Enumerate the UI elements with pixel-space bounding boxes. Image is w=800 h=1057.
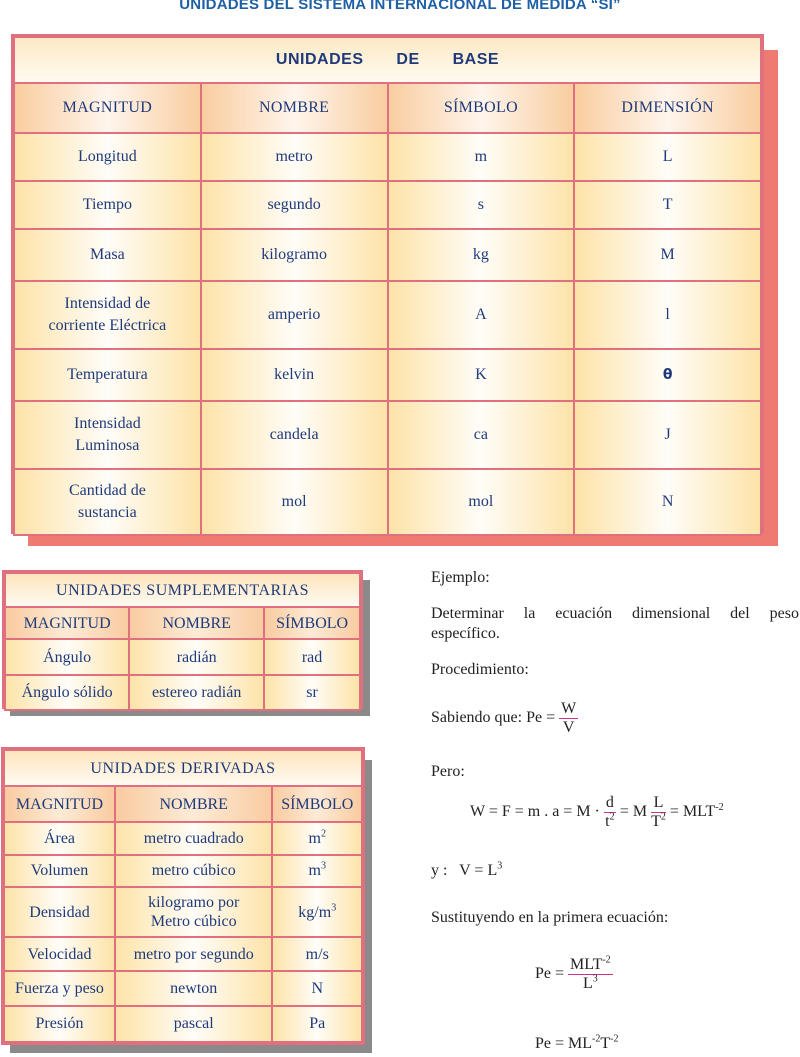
fraction-numerator: L	[651, 794, 666, 813]
fraction-l-over-t2	[651, 794, 666, 831]
table-row	[14, 401, 761, 469]
but-label: Pero:	[431, 763, 465, 780]
cell-simbolo: s	[388, 181, 575, 229]
fraction-denominator	[651, 813, 666, 831]
cell-simbolo	[272, 822, 362, 854]
pe-result-equation	[535, 1034, 619, 1054]
cell-magnitud: Temperatura	[14, 349, 201, 401]
cell-magnitud: Área	[4, 822, 115, 854]
cell-nombre-line2: Metro cúbico	[150, 913, 237, 931]
cell-nombre: amperio	[201, 281, 388, 349]
fraction-denominator: V	[562, 719, 575, 736]
cell-simbolo: mol	[388, 469, 575, 535]
cell-dimension: θ	[574, 349, 761, 401]
cell-magnitud-line2: Luminosa	[75, 437, 140, 454]
header-nombre: NOMBRE	[115, 786, 273, 822]
simbolo-exponent: 3	[320, 860, 326, 872]
cell-nombre: metro cuadrado	[115, 822, 273, 854]
table-row	[14, 349, 761, 401]
header-nombre: NOMBRE	[129, 607, 264, 639]
cell-simbolo: sr	[264, 675, 360, 710]
simbolo-base: m	[308, 830, 321, 848]
pe-fraction-equation	[535, 956, 613, 993]
procedure-label: Procedimiento:	[431, 661, 529, 678]
den-base: t	[605, 813, 610, 830]
eq4-exponent1: -2	[592, 1033, 601, 1045]
den-exponent: 3	[592, 973, 598, 985]
eq1-part2: = M	[619, 803, 648, 821]
cell-simbolo: N	[272, 971, 362, 1005]
cell-nombre: metro cúbico	[115, 855, 273, 887]
substituting-label: Sustituyendo en la primera ecuación:	[431, 909, 669, 926]
cell-magnitud-line1: Cantidad de	[68, 482, 146, 499]
supplementary-table-title: UNIDADES SUMPLEMENTARIAS	[5, 573, 360, 607]
statement-line1: Determinar la ecuación dimensional del peso	[431, 605, 799, 622]
eq2-prefix: y : V = L	[431, 862, 498, 879]
cell-dimension: M	[574, 229, 761, 281]
cell-dimension: T	[574, 181, 761, 229]
fraction-denominator	[604, 813, 616, 831]
cell-nombre-line1: kilogramo por	[148, 894, 240, 912]
page-title: UNIDADES DEL SISTEMA INTERNACIONAL DE MEDIDA “SI”	[179, 0, 621, 13]
den-base: T	[651, 813, 661, 830]
cell-nombre: kilogramo	[201, 229, 388, 281]
header-magnitud: MAGNITUD	[14, 83, 201, 133]
den-base: L	[582, 975, 593, 992]
table-row	[4, 887, 362, 937]
table-row	[14, 181, 761, 229]
eq4-part1: Pe = ML	[535, 1035, 593, 1052]
fraction-numerator	[568, 956, 613, 975]
eq1-exponent: -2	[715, 801, 724, 813]
cell-magnitud: Masa	[14, 229, 201, 281]
cell-nombre	[115, 887, 273, 937]
eq2-exponent: 3	[497, 860, 503, 872]
eq3-prefix: Pe =	[535, 965, 565, 983]
cell-simbolo: K	[388, 349, 575, 401]
header-simbolo: SÍMBOLO	[388, 83, 575, 133]
cell-nombre: kelvin	[201, 349, 388, 401]
cell-magnitud	[14, 401, 201, 469]
header-magnitud: MAGNITUD	[4, 786, 115, 822]
cell-magnitud	[14, 469, 201, 535]
cell-simbolo: m	[388, 133, 575, 181]
simbolo-base: m	[308, 862, 321, 880]
fraction-w-over-v	[559, 700, 578, 737]
table-row	[4, 937, 362, 971]
example-statement	[431, 604, 799, 644]
cell-magnitud	[14, 281, 201, 349]
cell-nombre: pascal	[115, 1006, 273, 1042]
cell-magnitud-line2: sustancia	[78, 504, 137, 521]
table-row	[4, 822, 362, 854]
cell-simbolo: m/s	[272, 937, 362, 971]
cell-nombre: metro	[201, 133, 388, 181]
table-row	[14, 469, 761, 535]
knowing-equation	[431, 700, 578, 737]
cell-simbolo: ca	[388, 401, 575, 469]
table-row	[14, 229, 761, 281]
cell-dimension: L	[574, 133, 761, 181]
eq1-part1: W = F = m . a = M ·	[470, 803, 600, 821]
cell-magnitud: Tiempo	[14, 181, 201, 229]
derived-units-table	[1, 747, 365, 1045]
table-row	[14, 281, 761, 349]
cell-magnitud: Presión	[4, 1006, 115, 1042]
header-magnitud: MAGNITUD	[5, 607, 129, 639]
den-exponent: 2	[660, 811, 666, 823]
cell-magnitud: Volumen	[4, 855, 115, 887]
cell-simbolo: kg	[388, 229, 575, 281]
fraction-denominator	[568, 975, 613, 993]
table-row	[5, 675, 360, 710]
cell-magnitud: Ángulo sólido	[5, 675, 129, 710]
table-row	[14, 133, 761, 181]
cell-magnitud: Ángulo	[5, 639, 129, 675]
cell-nombre: metro por segundo	[115, 937, 273, 971]
fraction-numerator: W	[561, 700, 577, 717]
cell-simbolo	[272, 855, 362, 887]
cell-nombre: newton	[115, 971, 273, 1005]
cell-magnitud-line2: corriente Eléctrica	[48, 317, 167, 334]
num-exponent: -2	[602, 954, 611, 966]
cell-magnitud: Velocidad	[4, 937, 115, 971]
simbolo-exponent: 3	[331, 902, 337, 914]
eq4-part2: T	[600, 1035, 611, 1052]
cell-dimension: J	[574, 401, 761, 469]
header-simbolo: SÍMBOLO	[264, 607, 360, 639]
header-dimension: DIMENSIÓN	[574, 83, 761, 133]
weight-equation	[470, 794, 724, 831]
cell-simbolo: Pa	[272, 1006, 362, 1042]
table-row	[5, 639, 360, 675]
simbolo-exponent: 2	[320, 828, 326, 840]
den-exponent: 2	[609, 811, 615, 823]
table-row	[4, 1006, 362, 1042]
volume-equation	[431, 861, 502, 881]
derived-table-title: UNIDADES DERIVADAS	[4, 750, 362, 786]
cell-simbolo: rad	[264, 639, 360, 675]
header-simbolo: SÍMBOLO	[272, 786, 362, 822]
cell-magnitud-line1: Intensidad de	[64, 295, 151, 312]
cell-dimension: l	[574, 281, 761, 349]
cell-simbolo: A	[388, 281, 575, 349]
example-label: Ejemplo:	[431, 569, 490, 586]
cell-simbolo	[272, 887, 362, 937]
eq4-exponent2: -2	[610, 1033, 619, 1045]
cell-nombre: candela	[201, 401, 388, 469]
cell-nombre: segundo	[201, 181, 388, 229]
cell-magnitud: Densidad	[4, 887, 115, 937]
fraction-mlt-over-l3	[568, 956, 613, 993]
cell-nombre: estereo radián	[129, 675, 264, 710]
cell-dimension: N	[574, 469, 761, 535]
cell-magnitud-line1: Intensidad	[74, 415, 141, 432]
simbolo-base: kg/m	[298, 903, 332, 921]
header-nombre: NOMBRE	[201, 83, 388, 133]
fraction-numerator: d	[605, 794, 614, 811]
table-row	[4, 855, 362, 887]
cell-nombre: mol	[201, 469, 388, 535]
base-table-title: UNIDADES DE BASE	[14, 37, 761, 83]
knowing-prefix: Sabiendo que: Pe =	[431, 709, 556, 727]
cell-magnitud: Longitud	[14, 133, 201, 181]
supplementary-units-table	[2, 570, 363, 709]
cell-magnitud: Fuerza y peso	[4, 971, 115, 1005]
base-units-table	[11, 34, 764, 534]
statement-line2: específico.	[431, 625, 500, 642]
fraction-d-over-t2	[604, 794, 616, 831]
eq1-part3: = MLT	[669, 803, 716, 821]
num-base: MLT	[570, 956, 603, 973]
cell-nombre: radián	[129, 639, 264, 675]
table-row	[4, 971, 362, 1005]
